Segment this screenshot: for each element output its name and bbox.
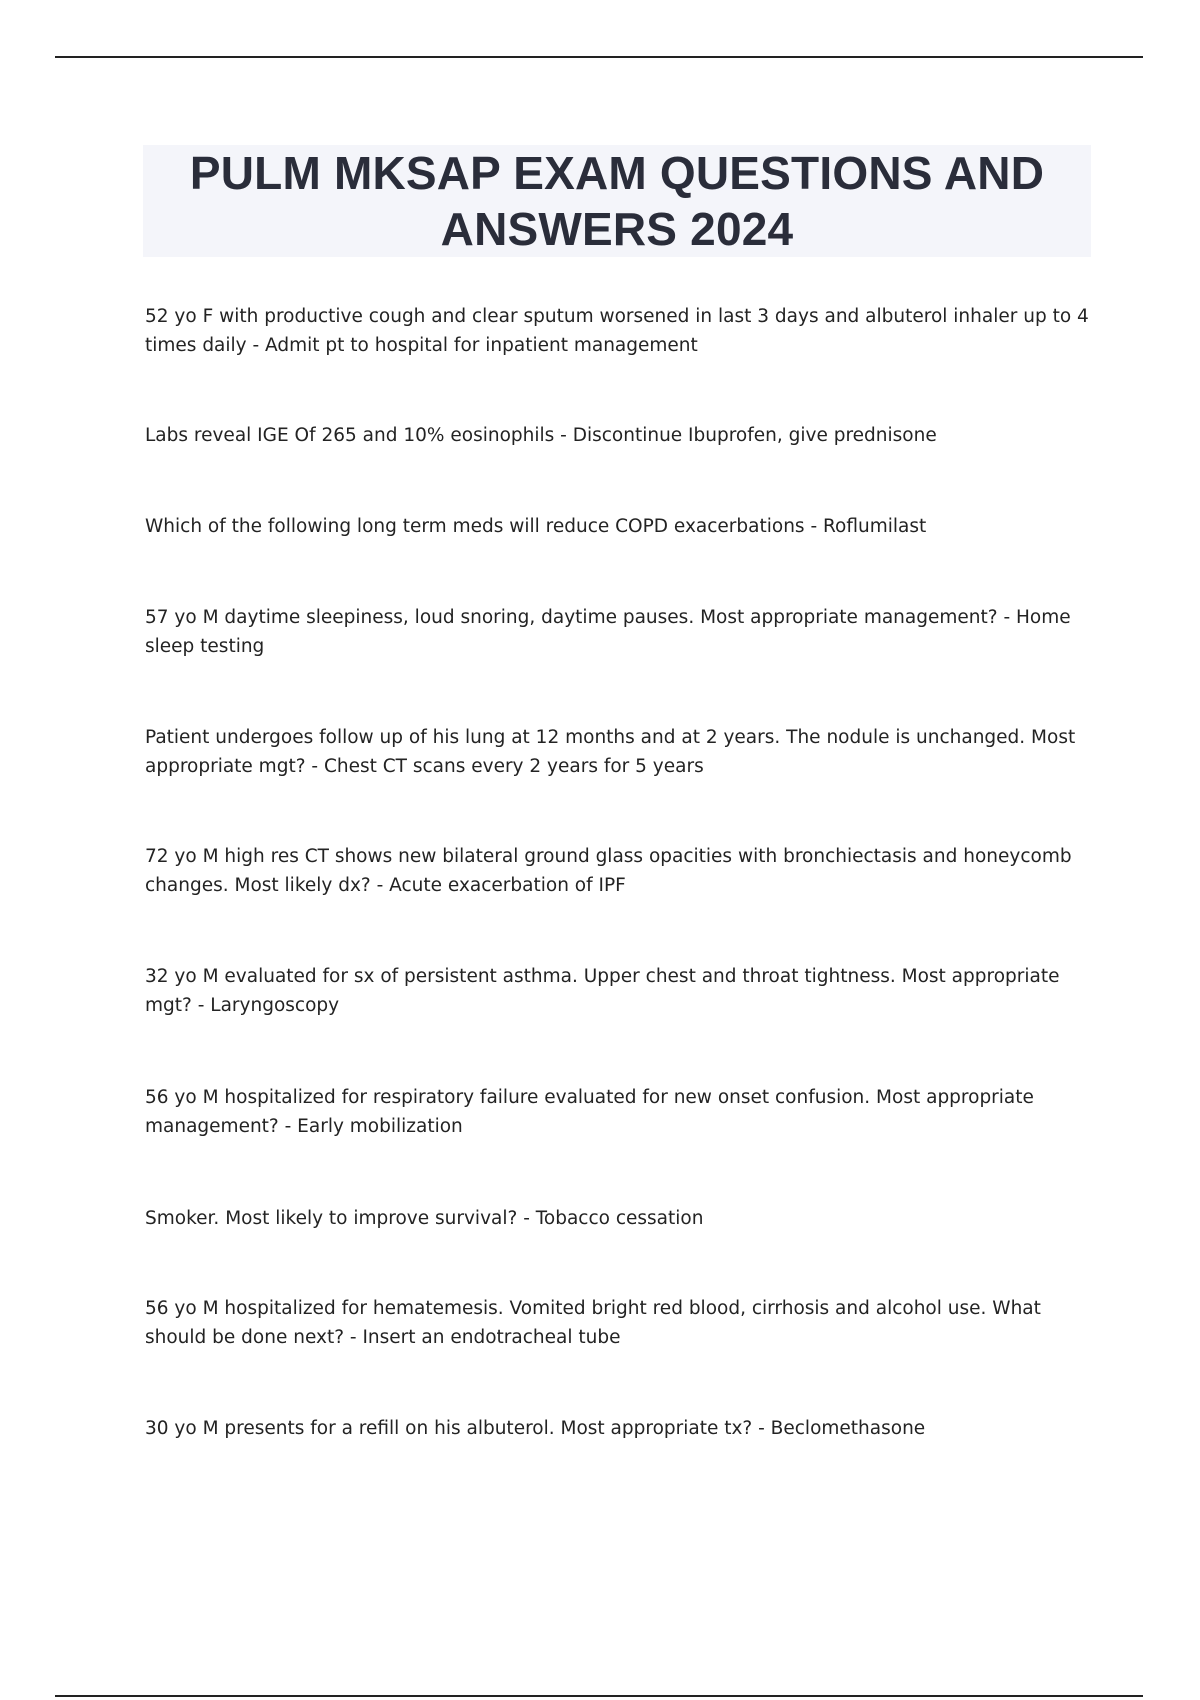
bottom-rule xyxy=(55,1695,1143,1697)
qa-item-10: 56 yo M hospitalized for hematemesis. Vomited bright red blood, cirrhosis and alcohol use. What should be done next? - Insert an endotracheal tube xyxy=(145,1298,1041,1348)
qa-item-3: Which of the following long term meds will reduce COPD exacerbations - Roflumilast xyxy=(145,516,927,537)
top-rule xyxy=(55,56,1143,58)
qa-item-11: 30 yo M presents for a refill on his albuterol. Most appropriate tx? - Beclomethasone xyxy=(145,1418,926,1439)
qa-item-8: 56 yo M hospitalized for respiratory failure evaluated for new onset confusion. Most appropriate management? - Early mobilization xyxy=(145,1087,1034,1137)
qa-item-9: Smoker. Most likely to improve survival? - Tobacco cessation xyxy=(145,1208,704,1229)
qa-item-7: 32 yo M evaluated for sx of persistent asthma. Upper chest and throat tightness. Most appropriate mgt? - Laryngoscopy xyxy=(145,966,1060,1016)
title-banner xyxy=(143,145,1091,257)
qa-item-6: 72 yo M high res CT shows new bilateral ground glass opacities with bronchiectasis and honeycomb changes. Most likely dx? - Acute exacerbation of IPF xyxy=(145,846,1072,896)
qa-item-5: Patient undergoes follow up of his lung at 12 months and at 2 years. The nodule is unchanged. Most appropriate mgt? - Chest CT scans every 2 years for 5 years xyxy=(145,727,1076,777)
page-title: PULM MKSAP EXAM QUESTIONS AND ANSWERS 2024 xyxy=(189,147,1045,255)
qa-item-2: Labs reveal IGE Of 265 and 10% eosinophils - Discontinue Ibuprofen, give prednisone xyxy=(145,425,937,446)
qa-item-4: 57 yo M daytime sleepiness, loud snoring, daytime pauses. Most appropriate management? - Home sleep testing xyxy=(145,607,1071,657)
qa-item-1: 52 yo F with productive cough and clear sputum worsened in last 3 days and albuterol inhaler up to 4 times daily - Admit pt to hospital for inpatient management xyxy=(145,306,1089,356)
